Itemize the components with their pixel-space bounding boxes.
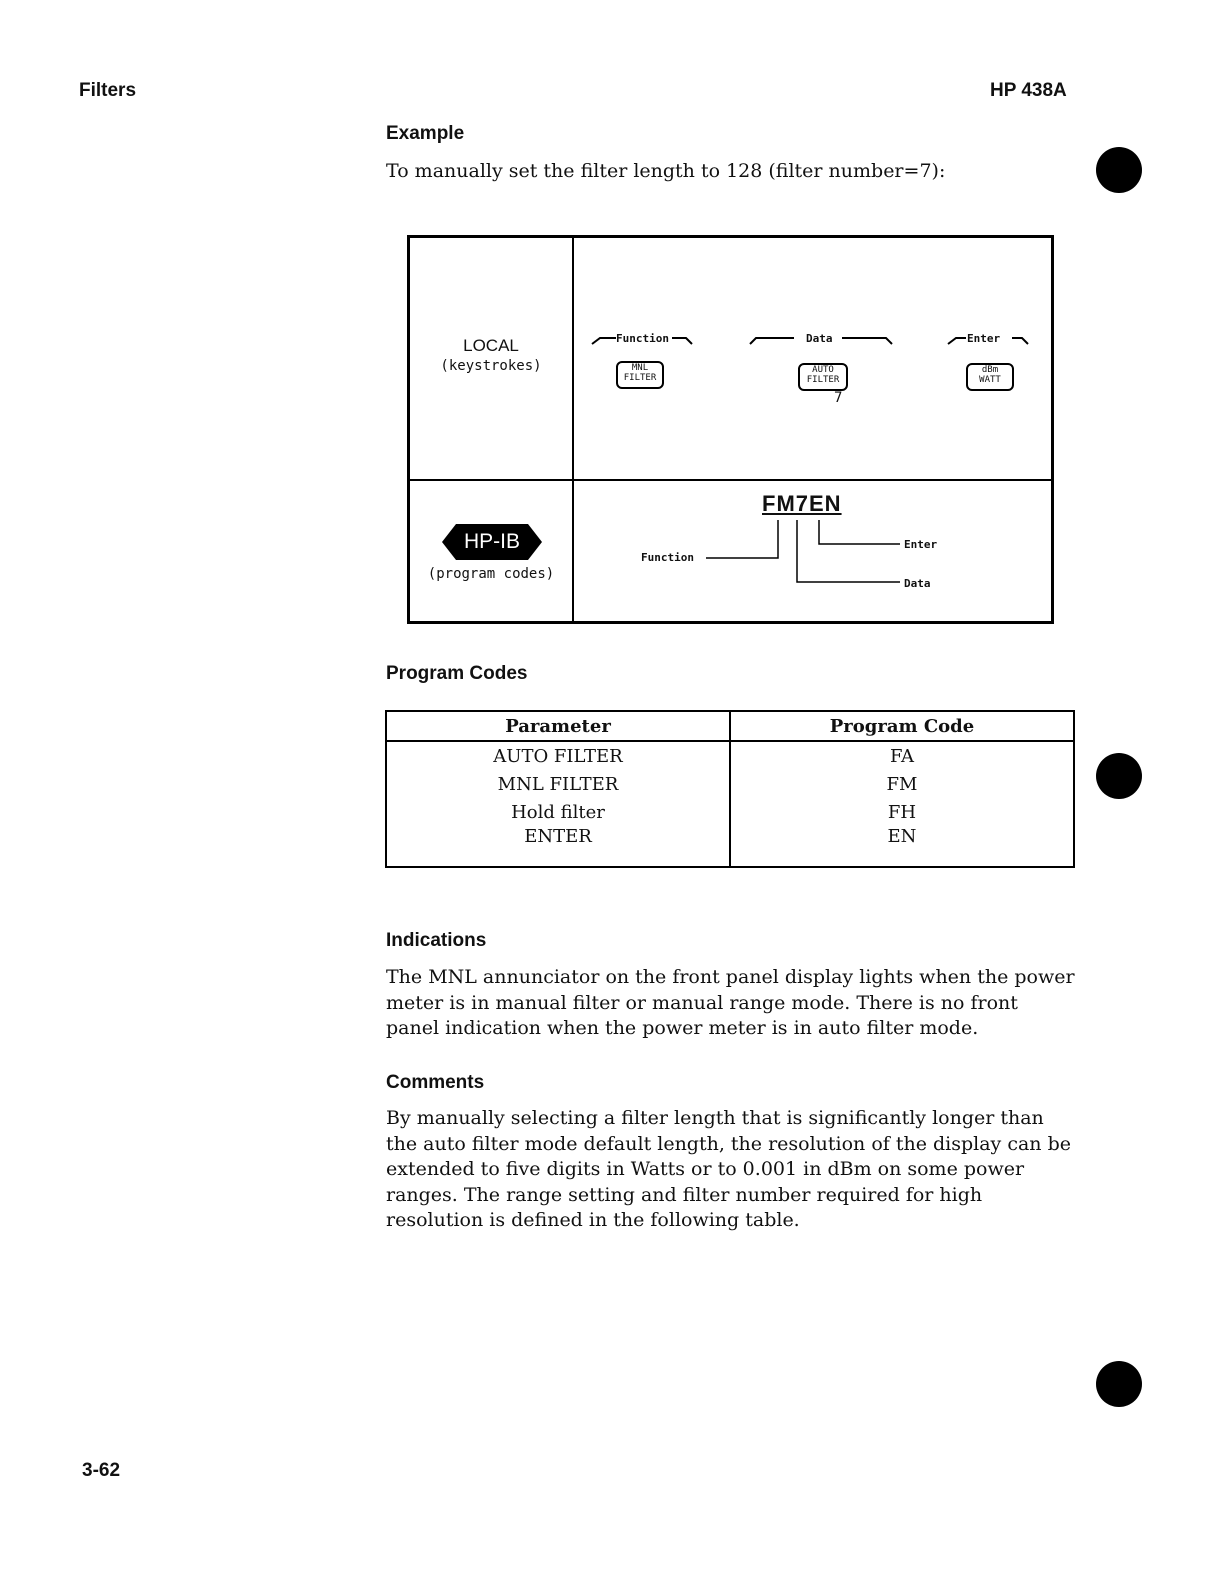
callout-function-label: Function — [641, 551, 694, 564]
comments-heading: Comments — [386, 1072, 485, 1093]
keystroke-diagram — [407, 235, 1054, 624]
hpib-badge-icon — [442, 524, 542, 560]
example-heading: Example — [386, 123, 465, 144]
group-enter-label: Enter — [967, 332, 1001, 345]
program-codes-table — [385, 710, 1075, 868]
comments-text: By manually selecting a filter length that is significantly longer than the auto filter mode default length, the resolution of the display can be extended to five digits in Watts or to 0.001 in dBm on some power ranges. The range setting and filter number required for high resolution is defined in the following table. — [386, 1107, 1071, 1231]
indications-heading: Indications — [386, 930, 487, 951]
header-model: HP 438A — [990, 80, 1067, 101]
dbm-watt-key-icon — [966, 363, 1014, 391]
key-dbm-line2: WATT — [979, 375, 1001, 385]
diagram-divider-horizontal — [410, 479, 1051, 481]
cell-parameter: ENTER — [386, 826, 730, 867]
indications-text: The MNL annunciator on the front panel display lights when the power meter is in manual filter or manual range mode. There is no front panel indication when the power meter is in auto filter mode. — [386, 966, 1075, 1039]
binder-hole-middle — [1096, 753, 1142, 799]
data-digit: 7 — [834, 390, 843, 406]
table-row — [386, 826, 1074, 867]
page-number: 3-62 — [82, 1460, 121, 1481]
binder-hole-bottom — [1096, 1361, 1142, 1407]
group-function-label: Function — [616, 332, 669, 345]
hpib-badge-label: HP-IB — [463, 530, 520, 553]
diagram-divider-vertical — [572, 238, 574, 621]
key-mnl-line1: MNL — [631, 363, 649, 373]
table-row — [386, 798, 1074, 826]
local-sublabel: (keystrokes) — [440, 358, 542, 374]
cell-code: EN — [730, 826, 1074, 867]
auto-filter-key-icon — [798, 363, 848, 391]
key-auto-line2: FILTER — [806, 375, 840, 385]
cell-parameter: MNL FILTER — [386, 770, 730, 798]
key-dbm-line1: dBm — [981, 365, 999, 375]
mnl-filter-key-icon — [616, 361, 664, 389]
table-header-row — [386, 711, 1074, 741]
column-header-program-code: Program Code — [730, 711, 1074, 741]
hpib-sublabel: (program codes) — [427, 566, 555, 582]
callout-data-label: Data — [904, 577, 931, 590]
cell-code: FA — [730, 741, 1074, 770]
callout-enter-label: Enter — [904, 538, 938, 551]
program-code-string: FM7EN — [762, 491, 842, 516]
local-label: LOCAL — [463, 336, 519, 355]
cell-parameter: AUTO FILTER — [386, 741, 730, 770]
header-section-title: Filters — [79, 80, 137, 101]
cell-parameter: Hold filter — [386, 798, 730, 826]
table-row — [386, 741, 1074, 770]
column-header-parameter: Parameter — [386, 711, 730, 741]
binder-hole-top — [1096, 147, 1142, 193]
example-intro: To manually set the filter length to 128 (filter number=7): — [386, 160, 946, 182]
program-codes-heading: Program Codes — [386, 663, 528, 684]
cell-code: FM — [730, 770, 1074, 798]
cell-code: FH — [730, 798, 1074, 826]
key-mnl-line2: FILTER — [623, 373, 657, 383]
key-auto-line1: AUTO — [812, 365, 834, 375]
group-data-label: Data — [806, 332, 833, 345]
table-row — [386, 770, 1074, 798]
